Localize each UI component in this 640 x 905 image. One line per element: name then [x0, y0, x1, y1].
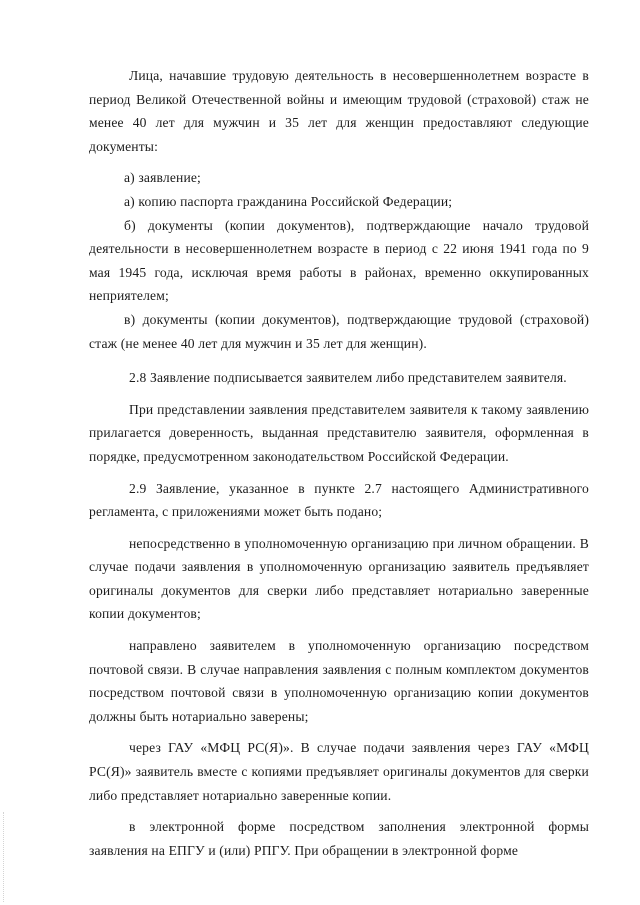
- paragraph-section-2-8: 2.8 Заявление подписывается заявителем либо представителем заявителя.: [129, 370, 567, 386]
- scan-artifact: [3, 812, 7, 902]
- document-body: [89, 64, 589, 862]
- paragraph-in-person: непосредственно в уполномоченную организацию при личном обращении. В случае подачи заявления в уполномоченную организацию заявитель предъявляет оригиналы документов для сверки либо представляет нотариально заверенные копии документов;: [89, 535, 589, 622]
- paragraph-by-post: направлено заявителем в уполномоченную организацию посредством почтовой связи. В случае направления заявления с полным комплектом документов посредством почтовой связи в уполномоченную организацию копии документов должны быть нотариально заверены;: [89, 638, 589, 724]
- paragraph-electronic-form: в электронной форме посредством заполнения электронной формы заявления на ЕПГУ и (или) РПГУ. При обращении в электронной форме: [89, 819, 589, 858]
- list-item-insurance-record-documents: в) документы (копии документов), подтверждающие трудовой (страховой) стаж (не менее 40 лет для мужчин и 35 лет для женщин).: [89, 311, 589, 351]
- paragraph-via-mfc: через ГАУ «МФЦ РС(Я)». В случае подачи заявления через ГАУ «МФЦ РС(Я)» заявитель вместе с копиями предъявляет оригиналы документов для сверки либо представляет нотариально заверенные копии.: [89, 740, 589, 803]
- paragraph-section-2-9: 2.9 Заявление, указанное в пункте 2.7 настоящего Административного регламента, с приложениями может быть подано;: [89, 480, 589, 520]
- list-item-passport-copy: а) копию паспорта гражданина Российской Федерации;: [124, 193, 453, 209]
- list-item-work-start-documents: б) документы (копии документов), подтверждающие начало трудовой деятельности в несовершеннолетнем возрасте в период с 22 июня 1941 года по 9 мая 1945 года, исключая время работы в районах, временно оккупированных неприятелем;: [89, 217, 589, 304]
- paragraph-representative: При представлении заявления представителем заявителя к такому заявлению прилагается доверенность, выданная представителю заявителя, оформленная в порядке, предусмотренном законодательством Российской Федерации.: [89, 401, 589, 464]
- paragraph-eligibility-intro: Лица, начавшие трудовую деятельность в несовершеннолетнем возрасте в период Великой Отечественной войны и имеющим трудовой (страховой) стаж не менее 40 лет для мужчин и 35 лет для женщин предоставляют следующие документы:: [89, 68, 589, 154]
- list-item-application: а) заявление;: [124, 170, 201, 186]
